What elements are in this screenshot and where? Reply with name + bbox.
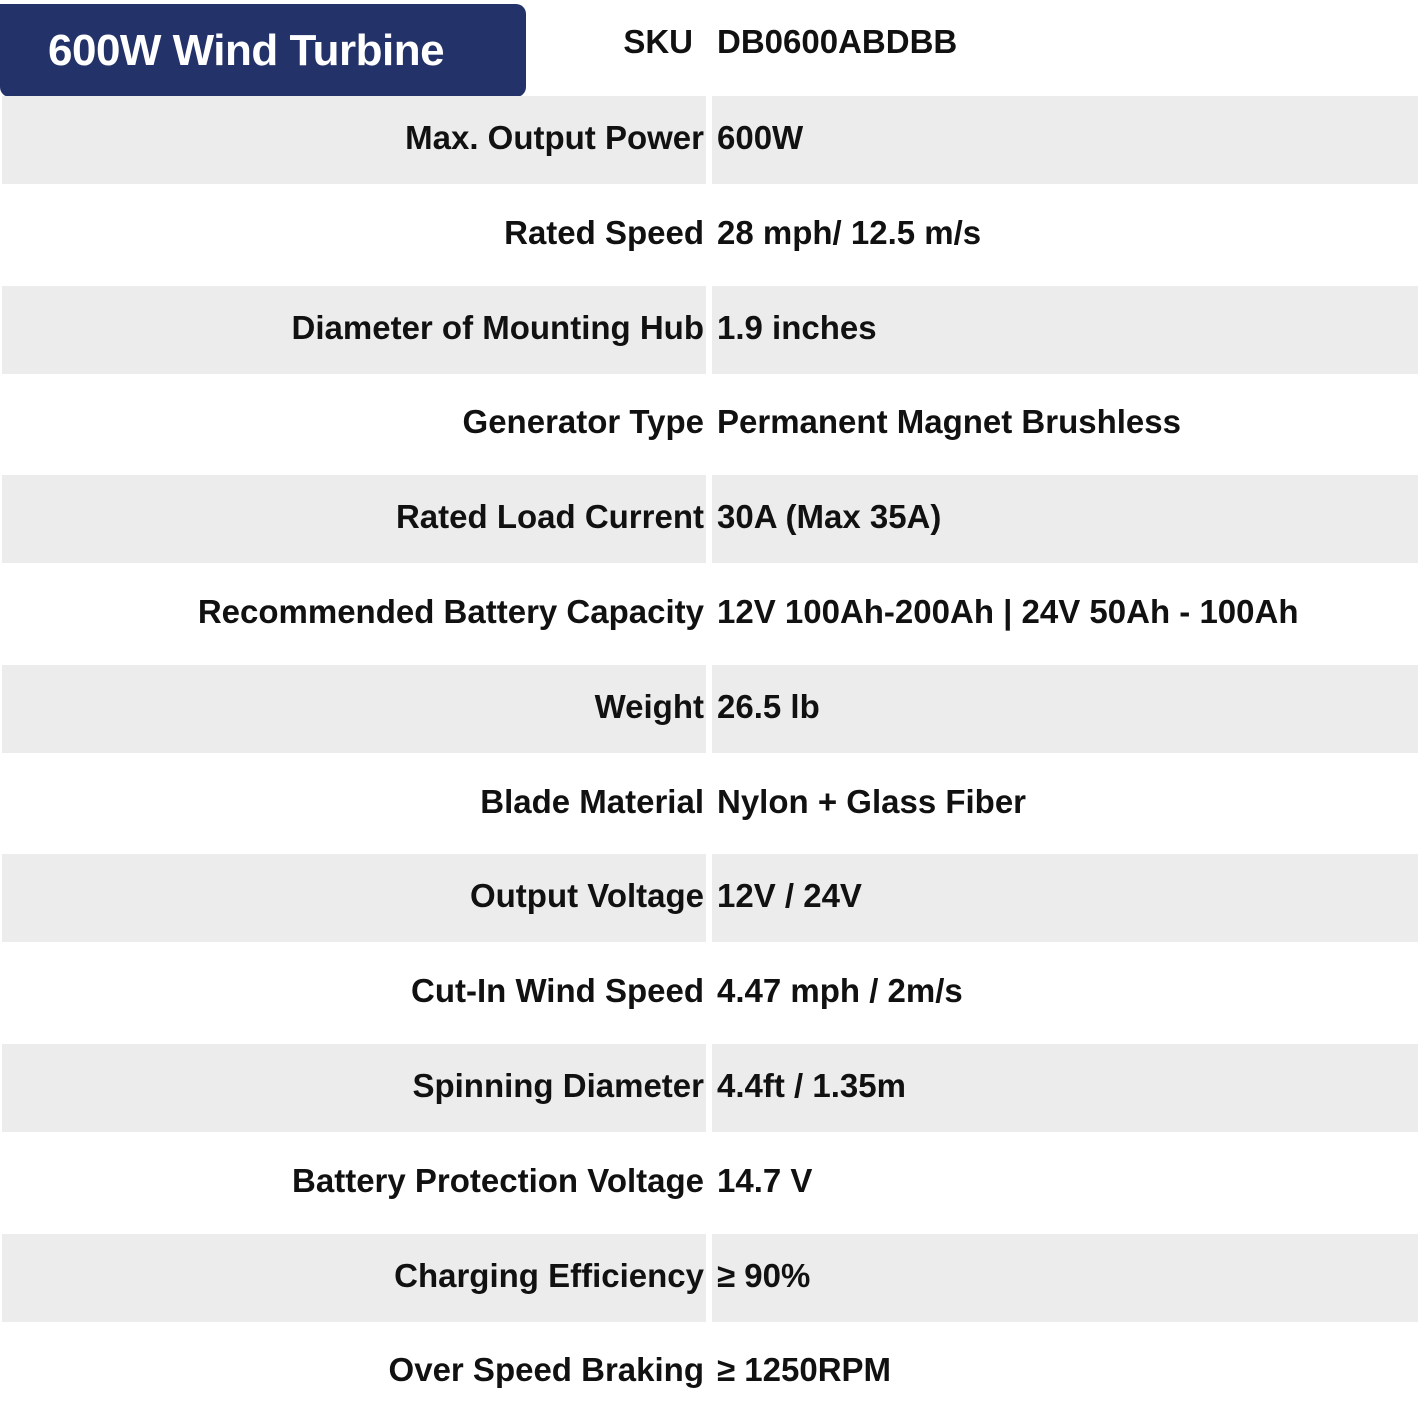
spec-label: Over Speed Braking <box>388 1351 704 1389</box>
spec-label: Spinning Diameter <box>412 1066 704 1104</box>
spec-row <box>0 1328 1420 1423</box>
spec-value: 1.9 inches <box>717 308 877 346</box>
spec-table <box>0 96 1420 1423</box>
spec-label: Blade Material <box>480 782 704 820</box>
spec-value: 30A (Max 35A) <box>717 498 942 536</box>
spec-value: 4.4ft / 1.35m <box>717 1066 906 1104</box>
spec-label: Diameter of Mounting Hub <box>291 308 704 346</box>
spec-value-cell <box>712 1139 1418 1227</box>
spec-row <box>0 191 1420 286</box>
spec-row <box>0 475 1420 570</box>
spec-row <box>0 1139 1420 1234</box>
title-badge <box>0 4 526 97</box>
spec-value-cell <box>712 1234 1418 1322</box>
spec-row <box>0 1234 1420 1329</box>
page-title: 600W Wind Turbine <box>48 25 445 75</box>
spec-value: 28 mph/ 12.5 m/s <box>717 213 982 251</box>
spec-label: Max. Output Power <box>405 119 704 156</box>
spec-row <box>0 1044 1420 1139</box>
spec-label: Cut-In Wind Speed <box>410 972 704 1010</box>
spec-value-cell <box>712 96 1418 184</box>
spec-value: 12V 100Ah-200Ah | 24V 50Ah - 100Ah <box>717 592 1299 630</box>
sku-label: SKU <box>623 23 693 60</box>
spec-row <box>0 570 1420 665</box>
spec-value: 12V / 24V <box>717 877 862 915</box>
spec-label: Rated Load Current <box>395 498 704 536</box>
spec-value: 4.47 mph / 2m/s <box>717 972 963 1010</box>
spec-value: Permanent Magnet Brushless <box>717 403 1181 441</box>
spec-row <box>0 854 1420 949</box>
spec-label: Generator Type <box>462 403 704 441</box>
spec-label: Weight <box>594 687 704 725</box>
spec-row <box>0 665 1420 760</box>
spec-value: 600W <box>717 119 804 156</box>
spec-label: Rated Speed <box>504 213 704 251</box>
spec-label: Output Voltage <box>469 877 704 915</box>
spec-label: Battery Protection Voltage <box>292 1161 704 1199</box>
spec-value: Nylon + Glass Fiber <box>717 782 1027 820</box>
spec-row <box>0 949 1420 1044</box>
spec-row <box>0 760 1420 855</box>
spec-row <box>0 286 1420 381</box>
spec-row <box>0 96 1420 191</box>
spec-label: Recommended Battery Capacity <box>197 592 704 630</box>
spec-row <box>0 380 1420 475</box>
sku-value: DB0600ABDBB <box>717 23 958 60</box>
spec-value: 26.5 lb <box>717 687 820 725</box>
spec-label: Charging Efficiency <box>394 1256 704 1294</box>
spec-value: ≥ 1250RPM <box>717 1351 892 1389</box>
spec-value: ≥ 90% <box>717 1256 811 1294</box>
spec-value: 14.7 V <box>717 1161 813 1199</box>
